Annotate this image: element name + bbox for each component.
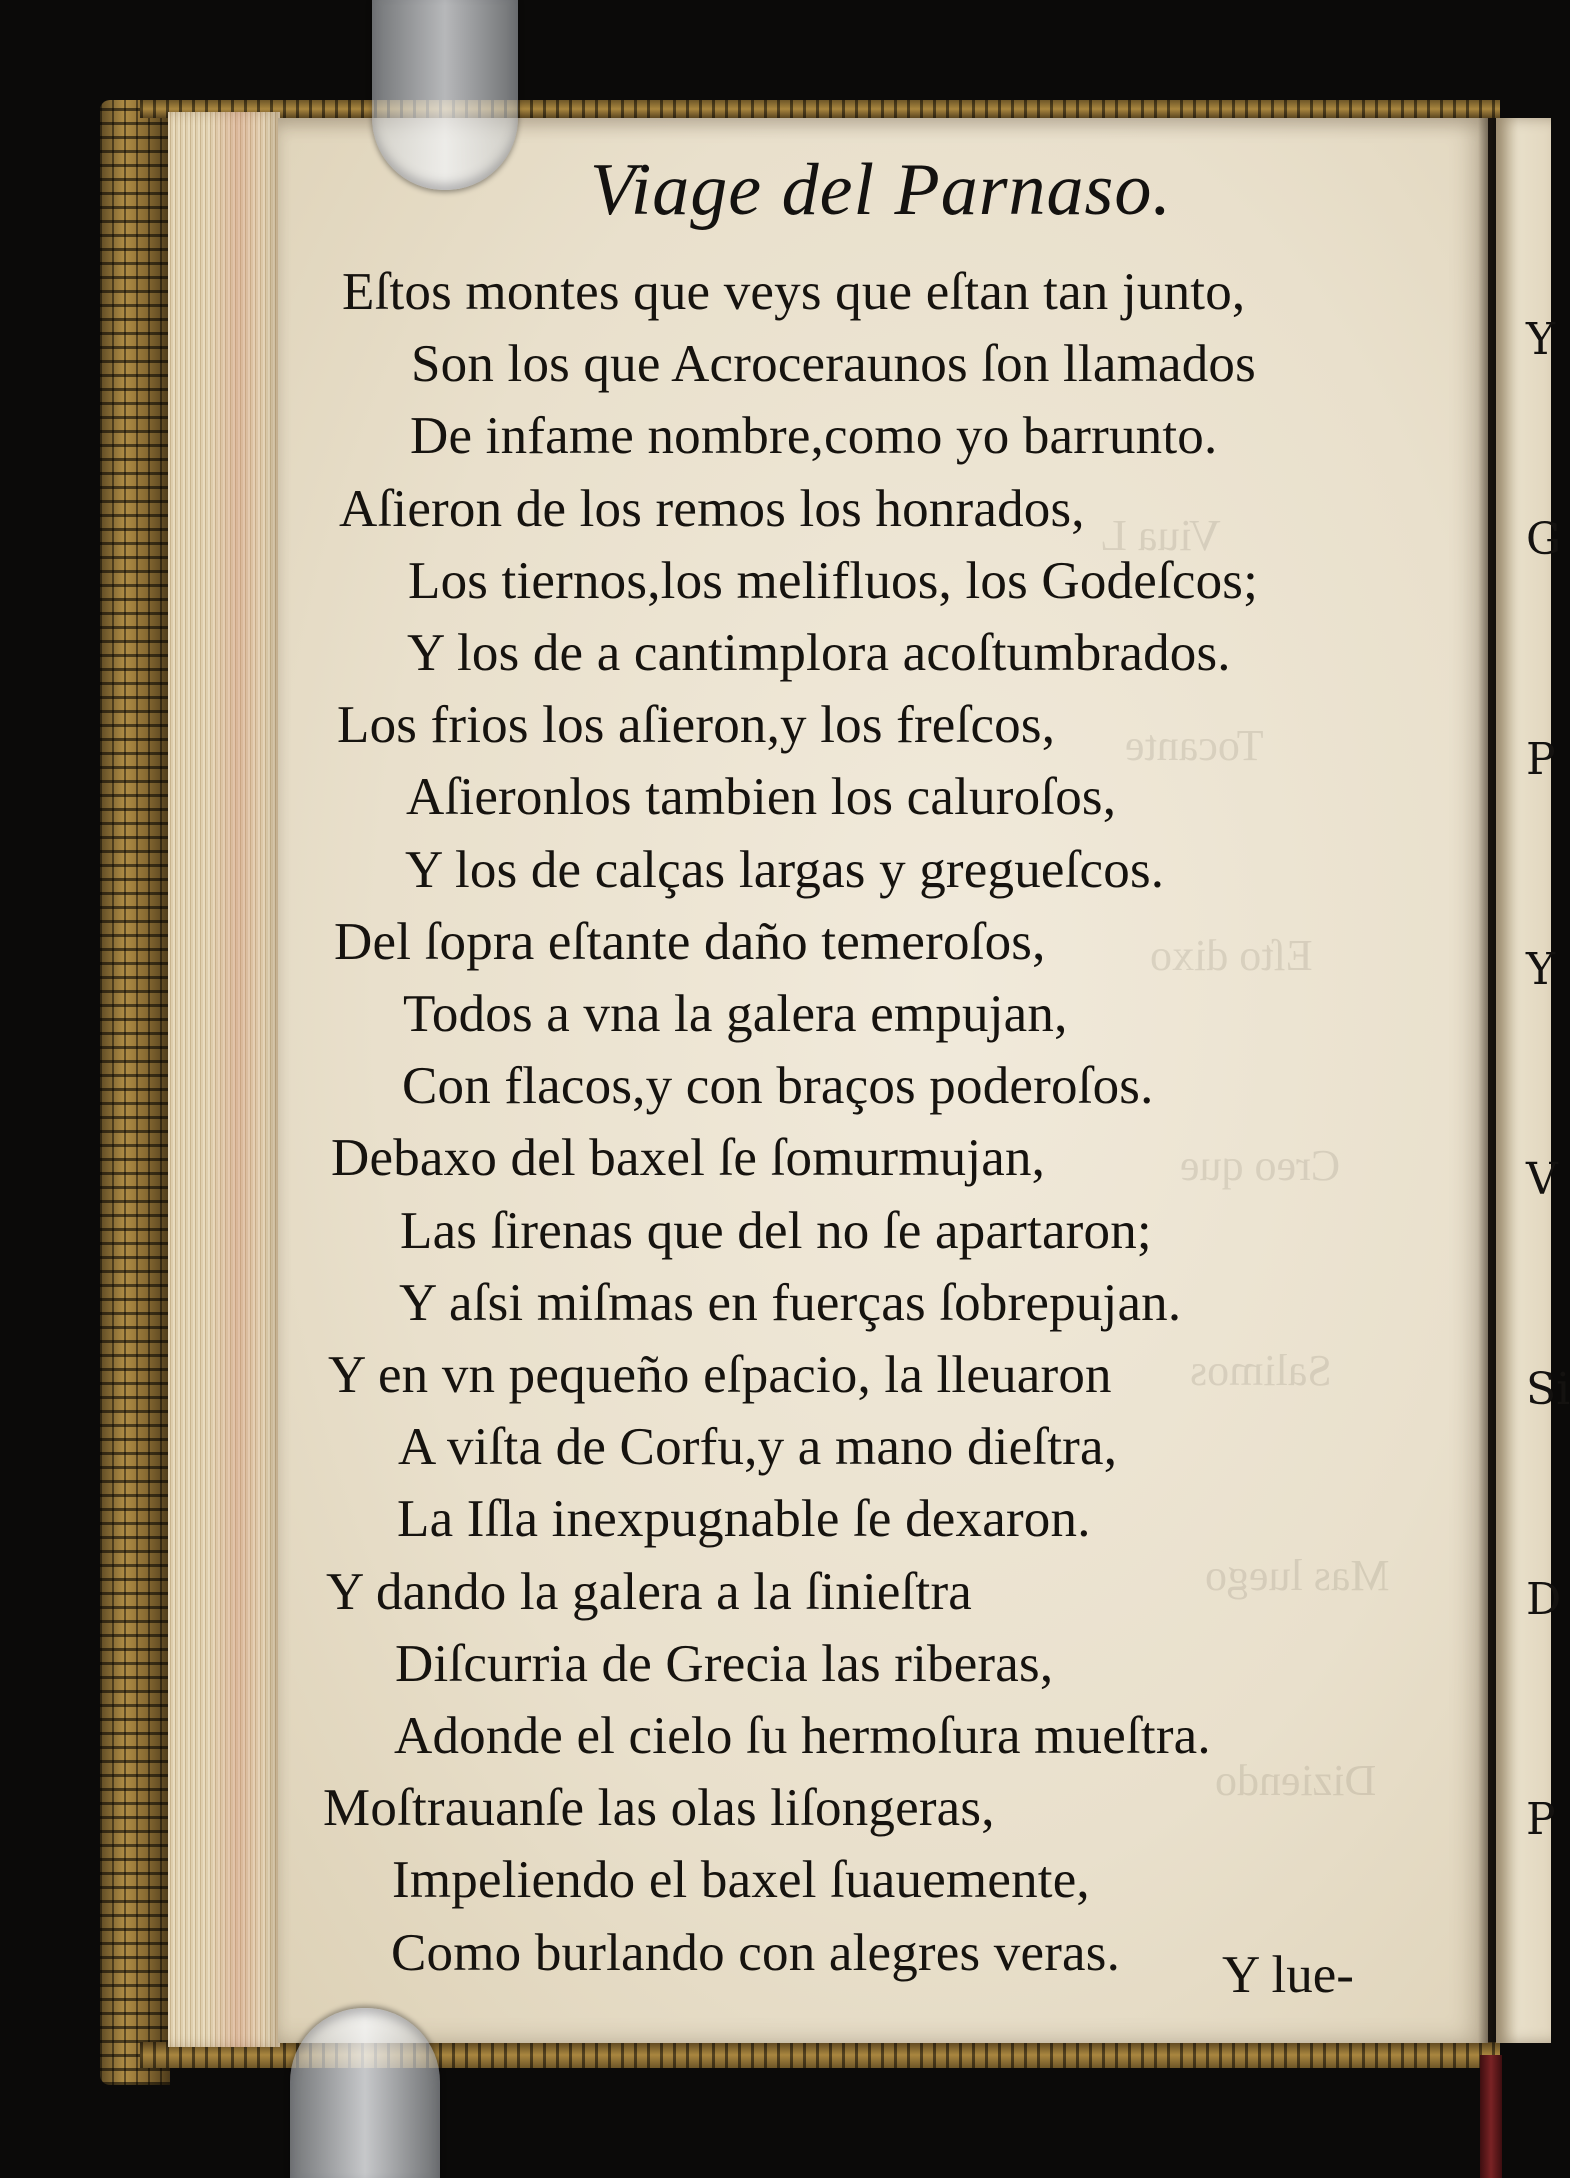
verse-line: Las ſirenas que del no ſe apartaron; bbox=[400, 1202, 1152, 1260]
verse-line: Diſcurria de Grecia las riberas, bbox=[395, 1635, 1054, 1693]
verse-line: Los tiernos,los melifluos, los Godeſcos; bbox=[408, 552, 1259, 610]
show-through-text: Tocante bbox=[1125, 721, 1264, 770]
verse-line: De infame nombre,como yo barrunto. bbox=[410, 407, 1218, 465]
verse-line: Y los de calças largas y gregueſcos. bbox=[405, 841, 1165, 899]
facing-page-letter: Y bbox=[1526, 944, 1556, 995]
verse-line: Impeliendo el baxel ſuauemente, bbox=[392, 1851, 1090, 1909]
facing-page-letter: G bbox=[1526, 514, 1562, 565]
facing-page-letter: V bbox=[1526, 1154, 1558, 1205]
facing-page-letter: P bbox=[1526, 734, 1556, 785]
verse-line: Todos a vna la galera empujan, bbox=[403, 985, 1068, 1043]
catchword: Y lue- bbox=[1222, 1946, 1354, 2004]
show-through-text: Creo que bbox=[1180, 1141, 1341, 1190]
gilt-binding-edge bbox=[100, 100, 170, 2085]
verse-line: Y dando la galera a la ſinieſtra bbox=[326, 1563, 973, 1621]
verse-line: Y aſsi miſmas en fuerças ſobrepujan. bbox=[399, 1274, 1182, 1332]
verse-line: Son los que Acroceraunos ſon llamados bbox=[411, 335, 1256, 393]
verse-line: Aſieron de los remos los honrados, bbox=[339, 480, 1085, 538]
running-head: Viage del Parnaso. bbox=[590, 149, 1172, 231]
verse-line: Debaxo del baxel ſe ſomurmujan, bbox=[331, 1129, 1046, 1187]
verse-line: Adonde el cielo ſu hermoſura mueſtra. bbox=[394, 1707, 1211, 1765]
verse-line: Como burlando con alegres veras. bbox=[391, 1924, 1121, 1982]
show-through-text: Diziendo bbox=[1215, 1756, 1377, 1805]
verse-line: A viſta de Corfu,y a mano dieſtra, bbox=[398, 1418, 1118, 1476]
ribbon-bookmark bbox=[1480, 2055, 1502, 2178]
show-through-text: Viua L bbox=[1100, 511, 1221, 560]
page-clip-bottom bbox=[290, 2008, 440, 2178]
verse-line: Y los de a cantimplora acoſtumbrados. bbox=[407, 624, 1231, 682]
facing-page-letter: Y bbox=[1526, 314, 1556, 365]
page-clip-top bbox=[372, 0, 518, 190]
verse-line: Aſieronlos tambien los caluroſos, bbox=[406, 768, 1117, 826]
facing-page bbox=[1496, 118, 1570, 2043]
verse-line: La Iſla inexpugnable ſe dexaron. bbox=[397, 1490, 1091, 1548]
gilt-binding-top bbox=[140, 100, 1500, 118]
facing-page-letter: D bbox=[1526, 1574, 1562, 1625]
verse-line: Y en vn pequeño eſpacio, la lleuaron bbox=[328, 1346, 1112, 1404]
facing-page-letter: Si bbox=[1526, 1364, 1570, 1415]
verse-line: Eſtos montes que veys que eſtan tan junto, bbox=[342, 263, 1246, 321]
show-through-text: Eſto dixo bbox=[1150, 931, 1313, 980]
page-edges bbox=[168, 112, 280, 2047]
facing-page-letter: P bbox=[1526, 1794, 1556, 1845]
show-through-text: Salimos bbox=[1190, 1346, 1332, 1395]
verse-line: Del ſopra eſtante daño temeroſos, bbox=[334, 913, 1046, 971]
verse-line: Con flacos,y con braços poderoſos. bbox=[402, 1057, 1154, 1115]
verse-line: Los frios los aſieron,y los freſcos, bbox=[337, 696, 1056, 754]
show-through-text: Mas luego bbox=[1205, 1551, 1390, 1600]
verse-line: Moſtrauanſe las olas liſongeras, bbox=[323, 1779, 995, 1837]
